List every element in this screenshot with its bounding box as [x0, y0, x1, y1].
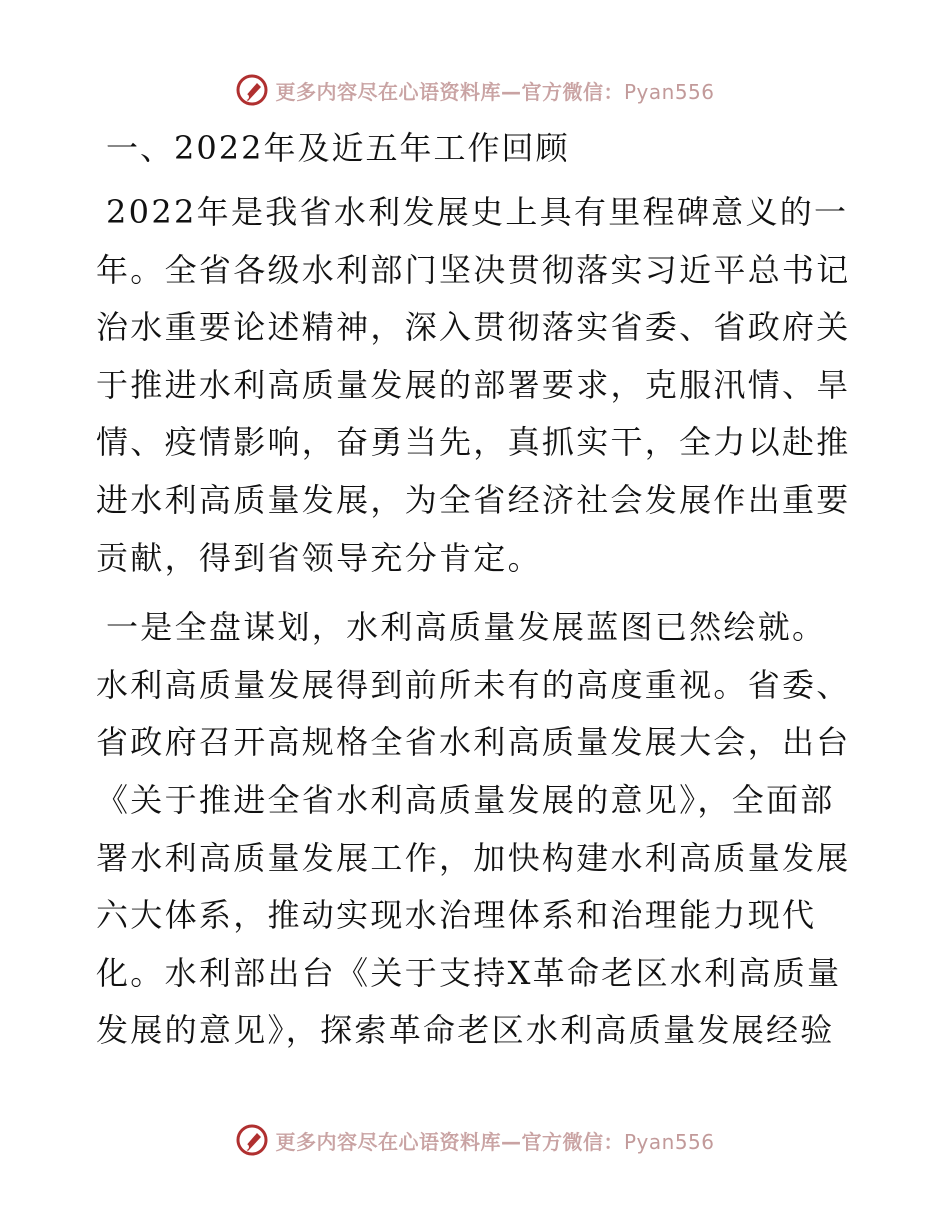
- paragraph-2: [96, 599, 856, 1060]
- text-line: 进水利高质量发展，为全省经济社会发展作出重要: [96, 480, 851, 519]
- text-line: 水利高质量发展得到前所未有的高度重视。省委、: [96, 665, 851, 704]
- text-line: 情、疫情影响，奋勇当先，真抓实干，全力以赴推: [96, 423, 851, 462]
- text-line: 六大体系，推动实现水治理体系和治理能力现代: [96, 896, 817, 935]
- watermark-header: [0, 70, 950, 110]
- section-heading: 一、2022年及近五年工作回顾: [106, 129, 570, 167]
- text-line: 一是全盘谋划，水利高质量发展蓝图已然绘就。: [106, 608, 827, 647]
- text-line: 2022年是我省水利发展史上具有里程碑意义的一: [106, 193, 849, 231]
- text-line: 发展的意见》，探索革命老区水利高质量发展经验: [96, 1011, 835, 1050]
- text-line: 省政府召开高规格全省水利高质量发展大会，出台: [96, 723, 851, 762]
- watermark-text: 更多内容尽在心语资料库—官方微信：Pyan556: [275, 79, 715, 104]
- text-line: 治水重要论述精神，深入贯彻落实省委、省政府关: [96, 308, 851, 347]
- pen-logo-icon: [235, 1123, 269, 1157]
- watermark-footer: [0, 1120, 950, 1160]
- watermark-text: 更多内容尽在心语资料库—官方微信：Pyan556: [275, 1129, 715, 1154]
- text-line: 署水利高质量发展工作，加快构建水利高质量发展: [96, 838, 851, 877]
- text-line: 年。全省各级水利部门坚决贯彻落实习近平总书记: [96, 250, 851, 289]
- document-body: [96, 122, 856, 1060]
- text-line: 《关于推进全省水利高质量发展的意见》，全面部: [96, 780, 835, 819]
- paragraph-1: [96, 184, 856, 587]
- text-line: 贡献，得到省领导充分肯定。: [96, 538, 542, 577]
- text-line: 于推进水利高质量发展的部署要求，克服汛情、旱: [96, 365, 851, 404]
- pen-logo-icon: [235, 73, 269, 107]
- text-line: 化。水利部出台《关于支持X革命老区水利高质量: [96, 953, 842, 992]
